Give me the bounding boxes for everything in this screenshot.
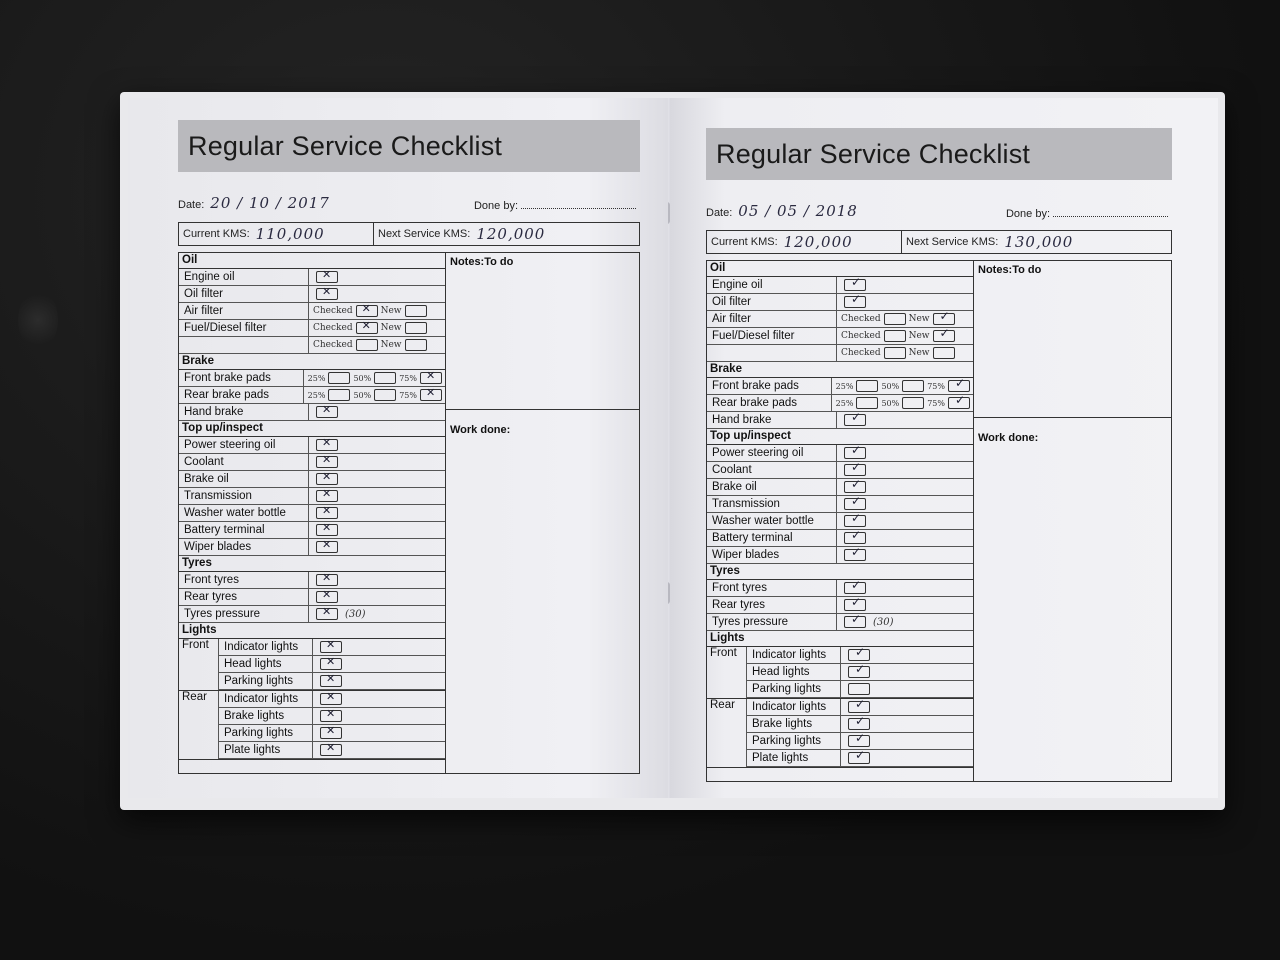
checklist-grid xyxy=(706,260,1172,782)
checkbox[interactable] xyxy=(316,473,338,485)
checkbox[interactable] xyxy=(356,322,378,334)
list-item: Fuel/Diesel filter Checked New ✓ xyxy=(707,328,973,345)
kms-row xyxy=(706,230,1172,254)
list-item: Air filter Checked ✕ New xyxy=(179,303,445,320)
checkbox[interactable] xyxy=(316,608,338,620)
list-item: Rear tyres ✕ xyxy=(179,589,445,606)
checkbox[interactable] xyxy=(320,641,342,653)
list-item: Power steering oil ✕ xyxy=(179,437,445,454)
checkbox[interactable] xyxy=(420,389,442,401)
checkbox[interactable] xyxy=(884,330,906,342)
page-title: Regular Service Checklist xyxy=(178,120,640,172)
checkbox[interactable] xyxy=(316,490,338,502)
checkbox[interactable] xyxy=(844,464,866,476)
notes-column xyxy=(974,261,1171,781)
topup-heading: Top up/inspect xyxy=(179,421,445,437)
checkbox[interactable] xyxy=(374,372,396,384)
checkbox[interactable] xyxy=(844,498,866,510)
lights-heading: Lights xyxy=(179,623,445,639)
list-item: Oil filter ✕ xyxy=(179,286,445,303)
list-item: Rear tyres ✓ xyxy=(707,597,973,614)
tyres-heading: Tyres xyxy=(707,564,973,580)
checkbox[interactable] xyxy=(933,330,955,342)
front-lights-block: Front Indicator lights ✕ Head lights ✕ Parking lights ✕ xyxy=(179,639,445,691)
list-item: Brake lights ✓ xyxy=(747,716,973,733)
oil-heading: Oil xyxy=(179,253,445,269)
list-item: Brake oil ✓ xyxy=(707,479,973,496)
checkbox[interactable] xyxy=(316,591,338,603)
checkbox[interactable] xyxy=(320,744,342,756)
checkbox[interactable] xyxy=(405,339,427,351)
checkbox[interactable] xyxy=(844,549,866,561)
checkbox[interactable] xyxy=(844,481,866,493)
list-item: Tyres pressure ✓ (30) xyxy=(707,614,973,631)
right-page xyxy=(670,98,1218,798)
checkbox[interactable] xyxy=(405,322,427,334)
checkbox[interactable] xyxy=(933,313,955,325)
list-item: Parking lights xyxy=(747,681,973,698)
list-item: Front tyres ✓ xyxy=(707,580,973,597)
list-item: Wiper blades ✓ xyxy=(707,547,973,564)
surface-smudge xyxy=(18,290,58,350)
checkbox[interactable] xyxy=(844,582,866,594)
checkbox[interactable] xyxy=(320,675,342,687)
checkbox[interactable] xyxy=(844,532,866,544)
checkbox[interactable] xyxy=(948,397,970,409)
oil-heading: Oil xyxy=(707,261,973,277)
list-item: Tyres pressure ✕ (30) xyxy=(179,606,445,623)
checkbox[interactable] xyxy=(320,693,342,705)
list-item: Checked New xyxy=(179,337,445,354)
list-item: Front brake pads 25% 50% 75% ✓ xyxy=(707,378,973,395)
checkbox[interactable] xyxy=(902,397,924,409)
checkbox[interactable] xyxy=(848,683,870,695)
checkbox[interactable] xyxy=(848,701,870,713)
date-row xyxy=(178,184,640,212)
date-value: 05 / 05 / 2018 xyxy=(738,202,858,220)
list-item: Rear brake pads 25% 50% 75% ✕ xyxy=(179,387,445,404)
checkbox[interactable] xyxy=(884,313,906,325)
checkbox[interactable] xyxy=(844,296,866,308)
checkbox[interactable] xyxy=(316,456,338,468)
checkbox[interactable] xyxy=(844,279,866,291)
list-item: Head lights ✓ xyxy=(747,664,973,681)
checkbox[interactable] xyxy=(316,574,338,586)
work-done-label: Work done: xyxy=(978,432,1039,444)
list-item: Battery terminal ✓ xyxy=(707,530,973,547)
list-item: Parking lights ✕ xyxy=(219,673,445,690)
checkbox[interactable] xyxy=(848,718,870,730)
checklist-column xyxy=(707,261,974,781)
list-item: Coolant ✓ xyxy=(707,462,973,479)
list-item: Plate lights ✓ xyxy=(747,750,973,767)
checkbox[interactable] xyxy=(844,414,866,426)
done-by-field: Done by: xyxy=(474,198,636,212)
date-field: Date: 20 / 10 / 2017 xyxy=(178,194,330,212)
notes-column xyxy=(446,253,639,773)
list-item: Coolant ✕ xyxy=(179,454,445,471)
list-item: Washer water bottle ✓ xyxy=(707,513,973,530)
list-item: Head lights ✕ xyxy=(219,656,445,673)
checkbox[interactable] xyxy=(420,372,442,384)
checkbox[interactable] xyxy=(848,649,870,661)
rear-lights-block: Rear Indicator lights ✕ Brake lights ✕ Parking lights ✕ Plate lights ✕ xyxy=(179,691,445,760)
next-service-kms-field: Next Service KMS: 120,000 xyxy=(378,225,546,243)
checkbox[interactable] xyxy=(316,507,338,519)
checkbox[interactable] xyxy=(848,752,870,764)
checkbox[interactable] xyxy=(320,710,342,722)
list-item: Transmission ✓ xyxy=(707,496,973,513)
checkbox[interactable] xyxy=(316,541,338,553)
brake-heading: Brake xyxy=(179,354,445,370)
checkbox[interactable] xyxy=(374,389,396,401)
checkbox[interactable] xyxy=(844,447,866,459)
list-item: Indicator lights ✕ xyxy=(219,639,445,656)
checkbox[interactable] xyxy=(320,727,342,739)
checkbox[interactable] xyxy=(844,616,866,628)
list-item: Brake lights ✕ xyxy=(219,708,445,725)
checkbox[interactable] xyxy=(844,599,866,611)
list-item: Wiper blades ✕ xyxy=(179,539,445,556)
checkbox[interactable] xyxy=(328,389,350,401)
list-item: Fuel/Diesel filter Checked ✕ New xyxy=(179,320,445,337)
list-item: Air filter Checked New ✓ xyxy=(707,311,973,328)
done-by-field: Done by: xyxy=(1006,206,1168,220)
list-item: Indicator lights ✓ xyxy=(747,699,973,716)
list-item: Parking lights ✕ xyxy=(219,725,445,742)
list-item: Parking lights ✓ xyxy=(747,733,973,750)
checkbox[interactable] xyxy=(356,339,378,351)
date-row xyxy=(706,192,1172,220)
checkbox[interactable] xyxy=(856,380,878,392)
checkbox[interactable] xyxy=(848,735,870,747)
list-item: Battery terminal ✕ xyxy=(179,522,445,539)
date-field: Date: 05 / 05 / 2018 xyxy=(706,202,858,220)
checkbox[interactable] xyxy=(316,288,338,300)
current-kms-field: Current KMS: 120,000 xyxy=(707,231,902,253)
checkbox[interactable] xyxy=(848,666,870,678)
checkbox[interactable] xyxy=(328,372,350,384)
service-booklet xyxy=(120,92,1225,810)
checkbox[interactable] xyxy=(405,305,427,317)
checkbox[interactable] xyxy=(856,397,878,409)
topup-heading: Top up/inspect xyxy=(707,429,973,445)
list-item: Front brake pads 25% 50% 75% ✕ xyxy=(179,370,445,387)
list-item: Transmission ✕ xyxy=(179,488,445,505)
checkbox[interactable] xyxy=(933,347,955,359)
list-item: Washer water bottle ✕ xyxy=(179,505,445,522)
list-item: Hand brake ✕ xyxy=(179,404,445,421)
lights-heading: Lights xyxy=(707,631,973,647)
list-item: Plate lights ✕ xyxy=(219,742,445,759)
rear-lights-block: Rear Indicator lights ✓ Brake lights ✓ Parking lights ✓ Plate lights ✓ xyxy=(707,699,973,768)
checkbox[interactable] xyxy=(316,406,338,418)
checkbox[interactable] xyxy=(316,524,338,536)
list-item: Hand brake ✓ xyxy=(707,412,973,429)
list-item: Brake oil ✕ xyxy=(179,471,445,488)
checkbox[interactable] xyxy=(320,658,342,670)
checkbox[interactable] xyxy=(356,305,378,317)
tyres-heading: Tyres xyxy=(179,556,445,572)
work-done-label: Work done: xyxy=(450,424,511,436)
next-service-kms-field: Next Service KMS: 130,000 xyxy=(906,233,1074,251)
checkbox[interactable] xyxy=(902,380,924,392)
checkbox[interactable] xyxy=(316,439,338,451)
list-item: Rear brake pads 25% 50% 75% ✓ xyxy=(707,395,973,412)
list-item: Indicator lights ✕ xyxy=(219,691,445,708)
checkbox[interactable] xyxy=(844,515,866,527)
checklist-column xyxy=(179,253,446,773)
notes-to-do-label: Notes:To do xyxy=(446,253,639,410)
left-page xyxy=(128,98,668,798)
date-value: 20 / 10 / 2017 xyxy=(210,194,330,212)
list-item: Oil filter ✓ xyxy=(707,294,973,311)
list-item: Power steering oil ✓ xyxy=(707,445,973,462)
list-item: Front tyres ✕ xyxy=(179,572,445,589)
notes-to-do-label: Notes:To do xyxy=(974,261,1171,418)
checkbox[interactable] xyxy=(948,380,970,392)
list-item: Indicator lights ✓ xyxy=(747,647,973,664)
checkbox[interactable] xyxy=(884,347,906,359)
kms-row xyxy=(178,222,640,246)
list-item: Engine oil ✕ xyxy=(179,269,445,286)
list-item: Checked New xyxy=(707,345,973,362)
front-lights-block: Front Indicator lights ✓ Head lights ✓ Parking lights xyxy=(707,647,973,699)
checkbox[interactable] xyxy=(316,271,338,283)
brake-heading: Brake xyxy=(707,362,973,378)
checklist-grid xyxy=(178,252,640,774)
list-item: Engine oil ✓ xyxy=(707,277,973,294)
page-title: Regular Service Checklist xyxy=(706,128,1172,180)
current-kms-field: Current KMS: 110,000 xyxy=(179,223,374,245)
